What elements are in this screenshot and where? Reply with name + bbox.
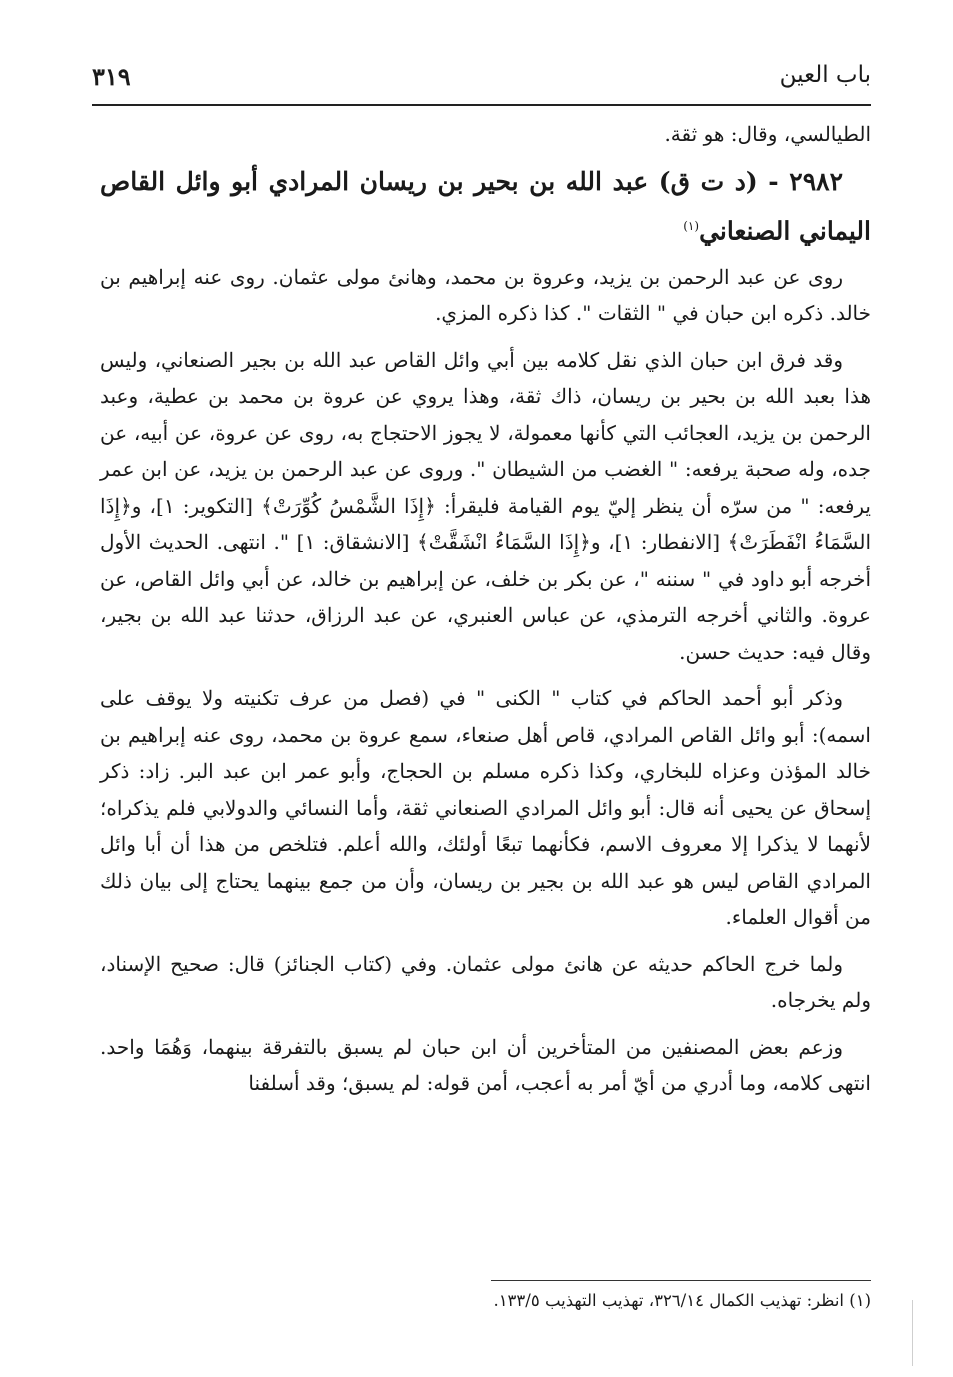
paragraph-2: وقد فرق ابن حبان الذي نقل كلامه بين أبي وائل القاص عبد الله بن بجير الصنعاني، وليس هذا بعبد الله بن بحير بن ريسان، ذاك ثقة، وهذا يروي عن عروة بن محمد بن عطية، وعبد الرحمن بن يزيد، العجائب التي كأنها معمولة، لا يجوز الاحتجاج به، روى عن عروة، عن أبيه، عن جده، وله صحبة يرفعه: " الغضب من الشيطان ". وروى عن عبد الرحمن بن يزيد، عن ابن عمر يرفعه: " من سرّه أن ينظر إليّ يوم القيامة فليقرأ: ﴿إِذَا الشَّمْسُ كُوِّرَتْ﴾ [التكوير: ١]، و﴿إِذَا السَّمَاءُ انْفَطَرَتْ﴾ [الانفطار: ١]، و﴿إِذَا السَّمَاءُ انْشَقَّتْ﴾ [الانشقاق: ١] ". انتهى. الحديث الأول أخرجه أبو داود في " سننه "، عن بكر بن خلف، عن إبراهيم بن خالد، عن أبي وائل القاص، عن عروة. والثاني أخرجه الترمذي، عن عباس العنبري، عن عبد الرزاق، حدثنا عبد الله بن بجير، وقال فيه: حديث حسن. [100, 347, 872, 664]
section-title: باب العين [779, 62, 871, 88]
running-header [92, 62, 871, 96]
paragraph-3: وذكر أبو أحمد الحاكم في كتاب " الكنى " في (فصل من عرف تكنيته ولا يوقف على اسمه): أبو وائل القاص المرادي، قاص أهل صنعاء، سمع عروة بن محمد، روى عنه إبراهيم بن خالد المؤذن وعزاه للبخاري، وكذا ذكره مسلم بن الحجاج، وأبو عمر ابن عبد البر. زاد: ذكر إسحاق عن يحيى أنه قال: أبو وائل المرادي الصنعاني ثقة، وأما النسائي والدولابي فلم يذكراه؛ لأنهما لا يذكرا إلا معروف الاسم، فكأنهما تبعًا أولئك، والله أعلم. فتلخص من هذا أن أبا وائل المرادي القاص ليس هو عبد الله بن بجير بن ريسان، وأن من جمع بينهما يحتاج إلى بيان ذلك من أقوال العلماء. [100, 686, 871, 930]
paragraph-4: ولما خرج الحاكم حديثه عن هانئ مولى عثمان. وفي (كتاب الجنائز) قال: صحيح الإسناد، ولم يخرجاه. [100, 951, 871, 1013]
main-text [100, 116, 871, 1112]
footnote-divider [491, 1280, 871, 1281]
page-number: ٣١٩ [92, 62, 131, 91]
footnote: (١) انظر: تهذيب الكمال ٣٢٦/١٤، تهذيب التهذيب ١٣٣/٥. [493, 1291, 871, 1310]
entry-heading-text: ٢٩٨٢ - (د ت ق) عبد الله بن بحير بن ريسان المرادي أبو وائل القاص اليماني الصنعاني [100, 166, 871, 245]
entry-heading [100, 159, 871, 253]
paragraph-1: روى عن عبد الرحمن بن يزيد، وعروة بن محمد، وهانئ مولى عثمان. روى عنه إبراهيم بن خالد. ذكره ابن حبان في " الثقات ". كذا ذكره المزي. [100, 264, 871, 326]
page-edge-line [912, 1300, 913, 1366]
footnote-reference: (١) [683, 218, 700, 233]
continuation-line: الطيالسي، وقال: هو ثقة. [664, 122, 871, 146]
header-divider [92, 104, 871, 106]
paragraph-5: وزعم بعض المصنفين من المتأخرين أن ابن حبان لم يسبق بالتفرقة بينهما، وَهُمَا واحد. انتهى كلامه، وما أدري من أيّ أمر به أعجب، أمن قوله: لم يسبق؛ وقد أسلفنا [100, 1034, 871, 1096]
